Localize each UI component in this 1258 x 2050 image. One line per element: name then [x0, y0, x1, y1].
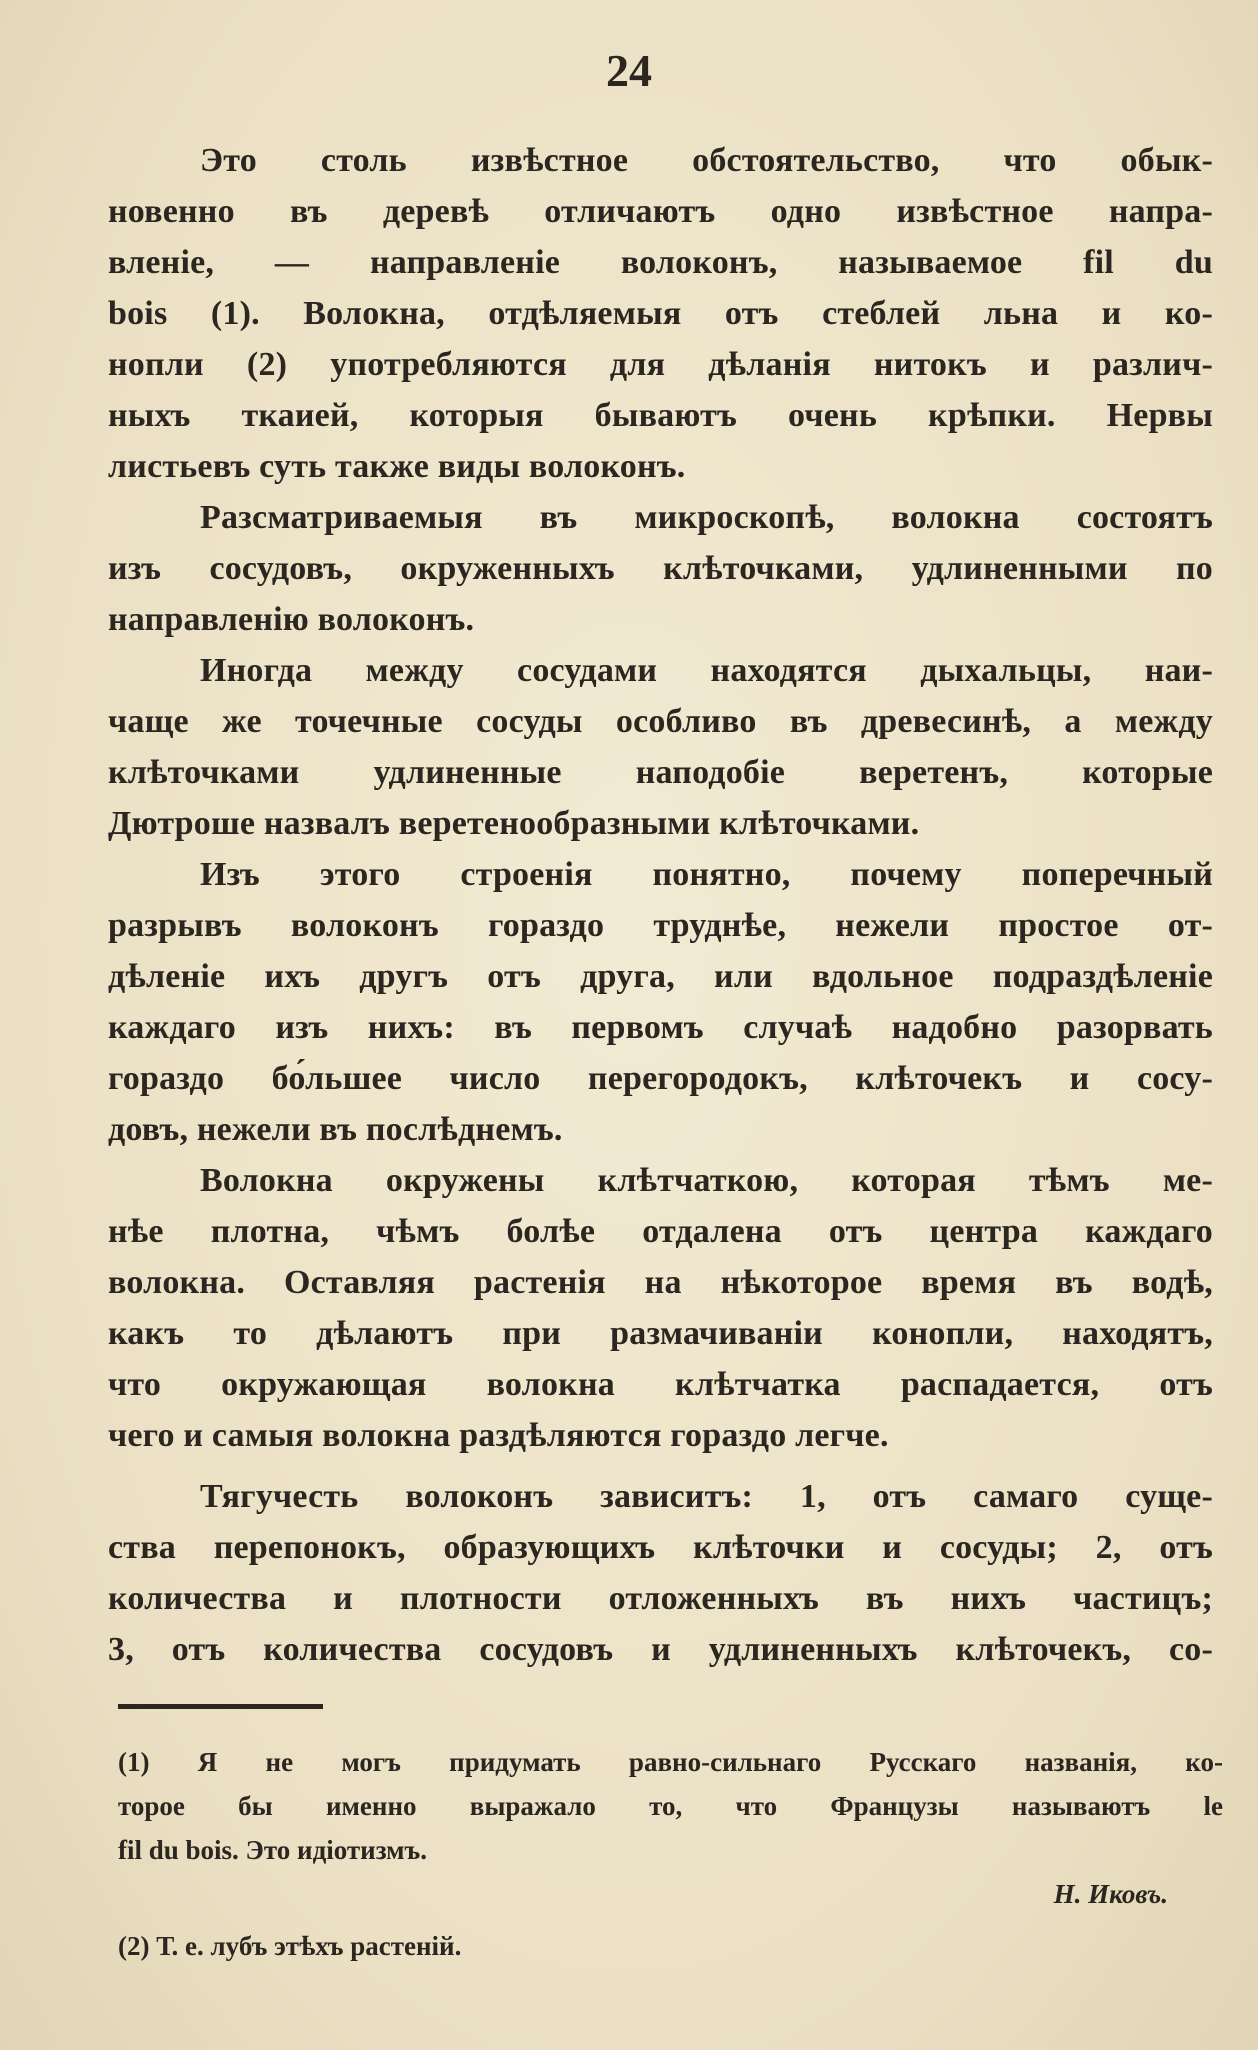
page-number: 24	[606, 45, 652, 96]
text-line: волокна. Оставляя растенія на нѣкоторое время въ водѣ,	[108, 1264, 1213, 1301]
text-line: клѣточками удлиненные наподобіе веретенъ, которые	[108, 754, 1213, 791]
text-line: ныхъ ткаией, которыя бываютъ очень крѣпки. Нервы	[108, 397, 1213, 434]
footnote-signature: Н. Иковъ.	[1053, 1879, 1168, 1909]
text-line: Дютроше назвалъ веретенообразными клѣточками.	[108, 805, 920, 842]
text-line: 3, отъ количества сосудовъ и удлиненныхъ клѣточекъ, со-	[108, 1631, 1213, 1668]
text-line: направленію волоконъ.	[108, 601, 475, 638]
text-line: Тягучесть волоконъ зависитъ: 1, отъ самаго суще-	[200, 1478, 1213, 1515]
body-text	[108, 135, 1213, 1675]
paragraph-5	[108, 1155, 1213, 1461]
text-line: Изъ этого строенія понятно, почему поперечный	[200, 856, 1213, 893]
text-line: ства перепонокъ, образующихъ клѣточки и сосуды; 2, отъ	[108, 1529, 1213, 1566]
text-line: листьевъ суть также виды волоконъ.	[108, 448, 686, 485]
footnote-line: (2) Т. е. лубъ этѣхъ растеній.	[118, 1931, 462, 1961]
text-line: каждаго изъ нихъ: въ первомъ случаѣ надобно разорвать	[108, 1009, 1213, 1046]
text-line: Это столь извѣстное обстоятельство, что обык-	[200, 142, 1213, 179]
text-line: что окружающая волокна клѣтчатка распадается, отъ	[108, 1366, 1213, 1403]
text-line: какъ то дѣлаютъ при размачиваніи конопли, находятъ,	[108, 1315, 1213, 1352]
footnote-line: (1) Я не могъ придумать равно-сильнаго Русскаго названія, ко-	[118, 1747, 1223, 1777]
footnotes	[118, 1740, 1223, 1968]
text-line: изъ сосудовъ, окруженныхъ клѣточками, удлиненными по	[108, 550, 1213, 587]
text-line: количества и плотности отложенныхъ въ нихъ частицъ;	[108, 1580, 1213, 1617]
footnote-line: fil du bois. Это идіотизмъ.	[118, 1835, 428, 1865]
text-line: гораздо бо́льшее число перегородокъ, клѣточекъ и сосу-	[108, 1060, 1213, 1097]
text-line: Разсматриваемыя въ микроскопѣ, волокна состоятъ	[200, 499, 1213, 536]
footnote-2	[118, 1924, 1223, 1968]
text-line: bois (1). Волокна, отдѣляемыя отъ стеблей льна и ко-	[108, 295, 1213, 332]
text-line: чаще же точечные сосуды особливо въ древесинѣ, а между	[108, 703, 1213, 740]
text-line: Волокна окружены клѣтчаткою, которая тѣмъ ме-	[200, 1162, 1213, 1199]
text-line: нѣе плотна, чѣмъ болѣе отдалена отъ центра каждаго	[108, 1213, 1213, 1250]
paragraph-4	[108, 849, 1213, 1155]
paragraph-3	[108, 645, 1213, 849]
text-line: Иногда между сосудами находятся дыхальцы, наи-	[200, 652, 1213, 689]
footnote-line: торое бы именно выражало то, что Французы называютъ le	[118, 1791, 1223, 1821]
paragraph-1	[108, 135, 1213, 492]
paragraph-2	[108, 492, 1213, 645]
text-line: вленіе, — направленіе волоконъ, называемое fil du	[108, 244, 1213, 281]
paragraph-6	[108, 1471, 1213, 1675]
text-line: новенно въ деревѣ отличаютъ одно извѣстное напра-	[108, 193, 1213, 230]
footnote-1	[118, 1740, 1223, 1872]
text-line: нопли (2) употребляются для дѣланія нитокъ и различ-	[108, 346, 1213, 383]
text-line: дѣленіе ихъ другъ отъ друга, или вдольное подраздѣленіе	[108, 958, 1213, 995]
footnote-divider	[118, 1704, 323, 1709]
text-line: довъ, нежели въ послѣднемъ.	[108, 1111, 563, 1148]
text-line: чего и самыя волокна раздѣляются гораздо легче.	[108, 1417, 889, 1454]
text-line: разрывъ волоконъ гораздо труднѣе, нежели простое от-	[108, 907, 1213, 944]
